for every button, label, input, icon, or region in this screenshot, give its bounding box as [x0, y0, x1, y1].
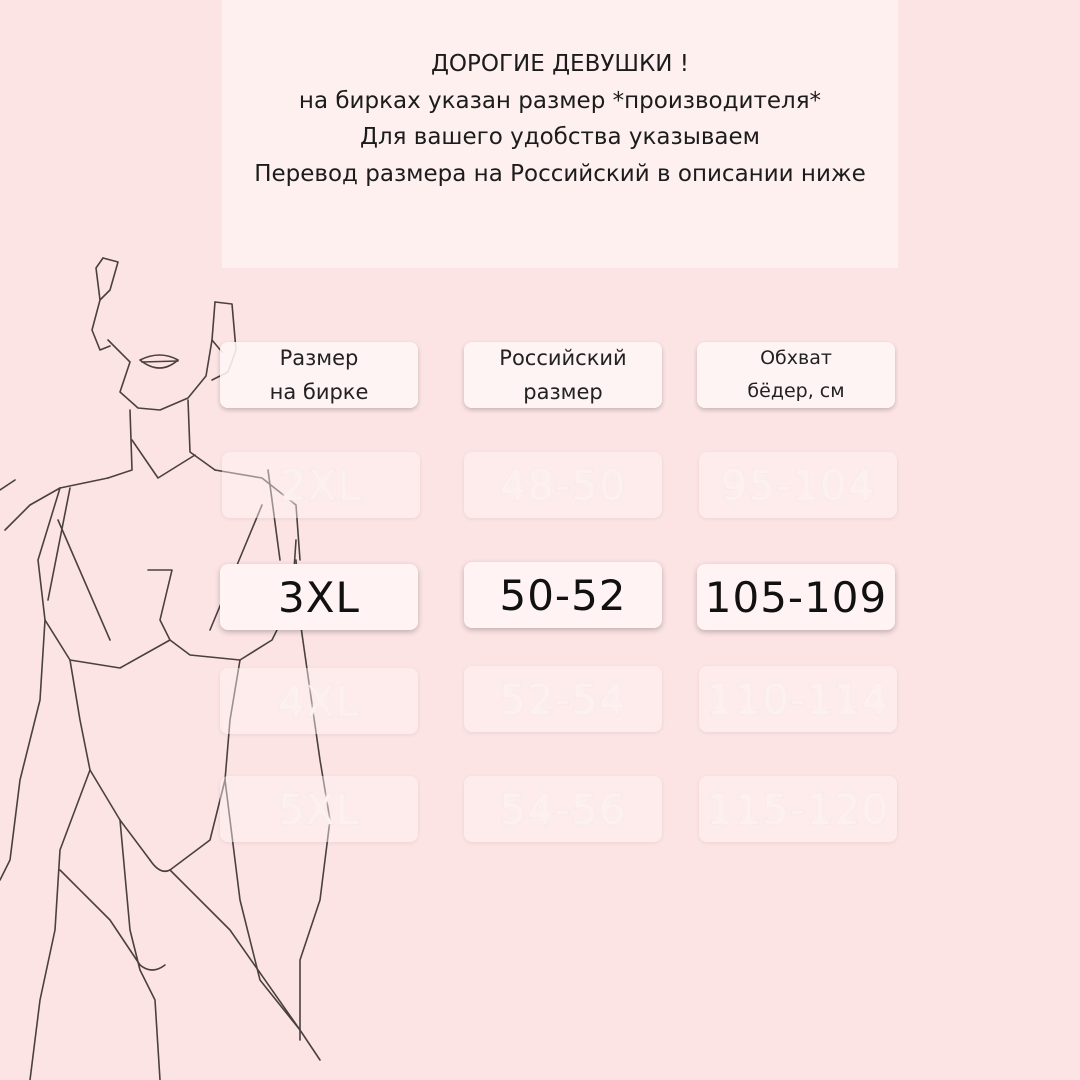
- table-cell-tag-size: 4XL: [220, 668, 418, 734]
- notice-line: на бирках указан размер *производителя*: [298, 87, 822, 114]
- header-russian-size: Российский размер: [464, 342, 662, 408]
- header-hip-girth: Обхват бёдер, см: [697, 342, 895, 408]
- notice-line: Для вашего удобства указываем: [359, 124, 761, 150]
- table-cell-hip-girth: 110-114: [699, 666, 897, 732]
- table-cell-tag-size-highlighted: 3XL: [220, 564, 418, 630]
- table-cell-russian-size-highlighted: 50-52: [464, 562, 662, 628]
- table-cell-tag-size: 2XL: [222, 452, 420, 518]
- table-cell-russian-size: 54-56: [464, 776, 662, 842]
- notice-title: ДОРОГИЕ ДЕВУШКИ !: [430, 51, 690, 77]
- table-cell-hip-girth: 95-104: [699, 452, 897, 518]
- notice-line: Перевод размера на Российский в описании ниже: [254, 160, 866, 187]
- notice-panel: [222, 0, 898, 268]
- table-cell-hip-girth: 115-120: [699, 776, 897, 842]
- table-cell-russian-size: 48-50: [464, 452, 662, 518]
- table-cell-hip-girth-highlighted: 105-109: [697, 564, 895, 630]
- header-tag-size: Размер на бирке: [220, 342, 418, 408]
- table-cell-tag-size: 5XL: [220, 776, 418, 842]
- table-cell-russian-size: 52-54: [464, 666, 662, 732]
